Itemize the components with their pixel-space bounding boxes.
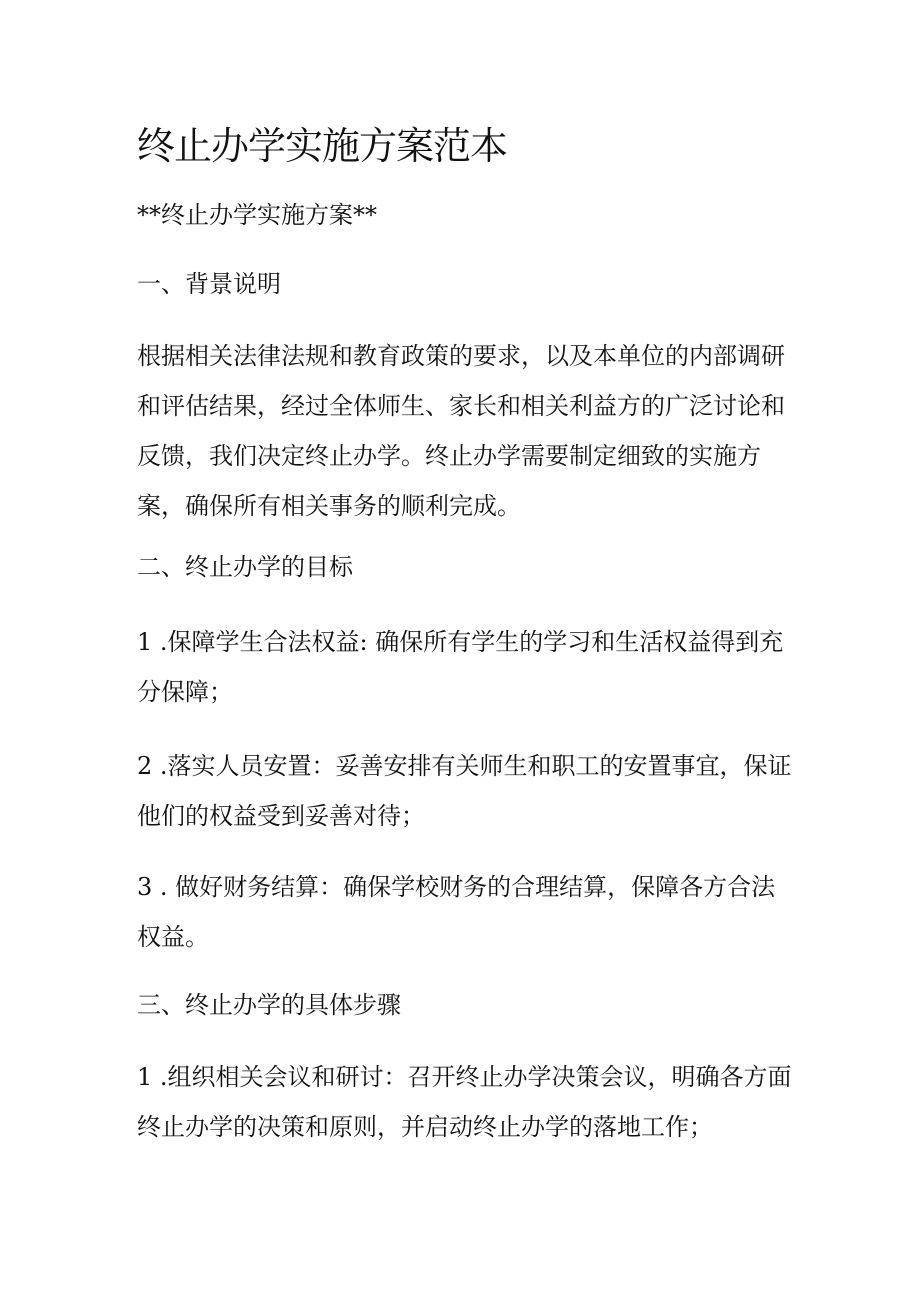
goal-item-3: 3 . 做好财务结算：确保学校财务的合理结算，保障各方合法权益。 — [137, 873, 776, 951]
section-heading-steps: 三、终止办学的具体步骤 — [137, 991, 401, 1019]
goal-item-1: 1 .保障学生合法权益: 确保所有学生的学习和生活权益得到充分保障； — [137, 628, 784, 706]
goal-item-2: 2 .落实人员安置：妥善安排有关师生和职工的安置事宜，保证他们的权益受到妥善对待； — [137, 752, 792, 830]
document-subtitle: **终止办学实施方案** — [137, 201, 377, 229]
section-heading-goals: 二、终止办学的目标 — [137, 553, 353, 581]
step-item-1: 1 .组织相关会议和研讨：召开终止办学决策会议，明确各方面终止办学的决策和原则，并启动终止办学的落地工作； — [137, 1063, 792, 1141]
background-paragraph: 根据相关法律法规和教育政策的要求，以及本单位的内部调研和评估结果，经过全体师生、家长和相关利益方的广泛讨论和反馈，我们决定终止办学。终止办学需要制定细致的实施方案，确保所有相关事务的顺利完成。 — [137, 342, 785, 520]
section-heading-background: 一、背景说明 — [137, 270, 281, 298]
document-title: 终止办学实施方案范本 — [137, 124, 508, 168]
